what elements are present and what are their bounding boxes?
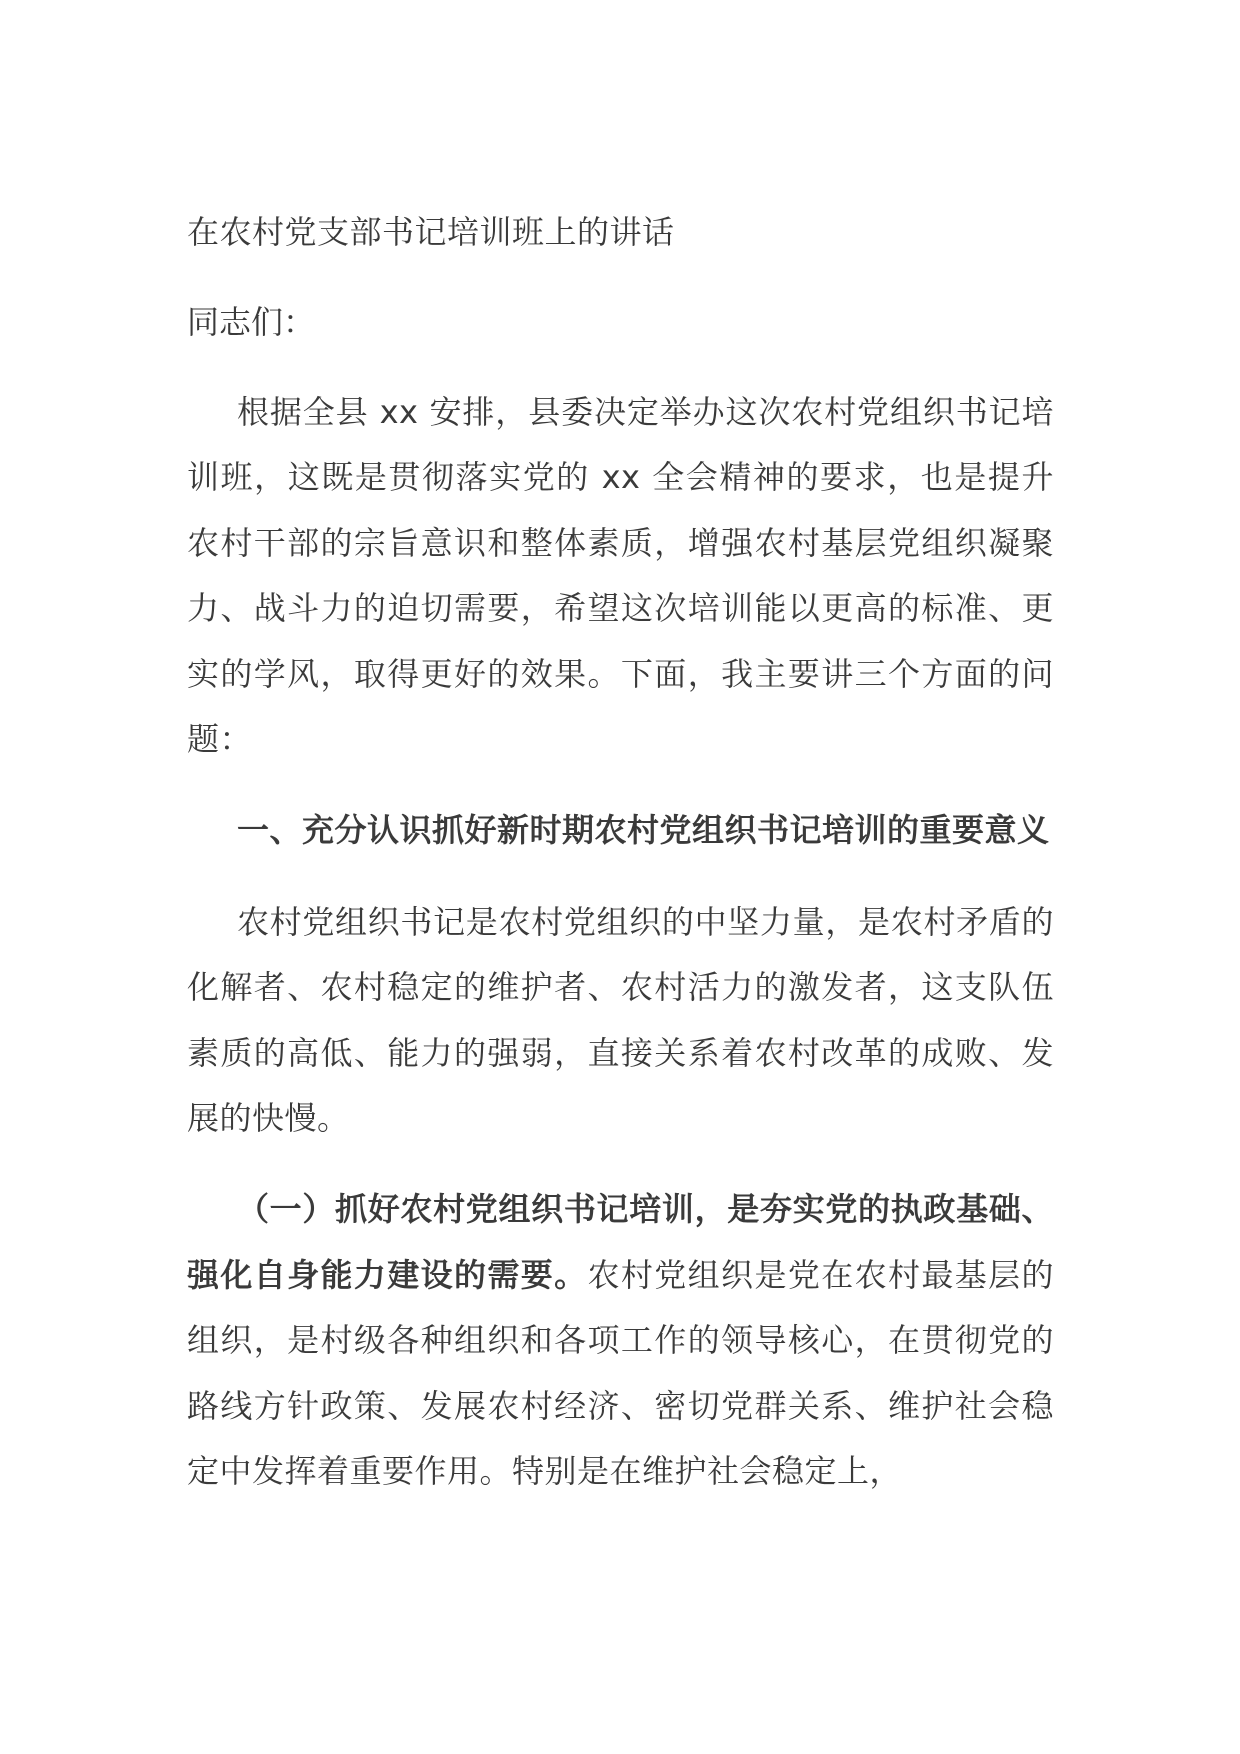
section-heading: 一、充分认识抓好新时期农村党组织书记培训的重要意义 [237, 811, 1050, 850]
document-title: 在农村党支部书记培训班上的讲话 [187, 213, 675, 251]
salutation: 同志们： [187, 303, 316, 341]
subsection-paragraph [187, 1177, 1054, 1504]
intro-paragraph: 根据全县 xx 安排，县委决定举办这次农村党组织书记培训班，这既是贯彻落实党的 xx 全会精神的要求，也是提升农村干部的宗旨意识和整体素质，增强农村基层党组织凝聚力、战斗力的迫切需要，希望这次培训能以更高的标准、更实的学风，取得更好的效果。下面，我主要讲三个方面的问题： [187, 393, 1054, 759]
subsection-lead: （一）抓好农村党组织书记培训，是夯实党的执政基础、强化自身能力建设的需要。 [187, 1190, 1054, 1294]
document-body [187, 200, 1054, 1505]
subsection-text: 农村党组织是党在农村最基层的组织，是村级各种组织和各项工作的领导核心，在贯彻党的路线方针政策、发展农村经济、密切党群关系、维护社会稳定中发挥着重要作用。特别是在维护社会稳定上， [187, 1255, 1054, 1491]
section-paragraph: 农村党组织书记是农村党组织的中坚力量，是农村矛盾的化解者、农村稳定的维护者、农村活力的激发者，这支队伍素质的高低、能力的强弱，直接关系着农村改革的成败、发展的快慢。 [187, 902, 1054, 1138]
